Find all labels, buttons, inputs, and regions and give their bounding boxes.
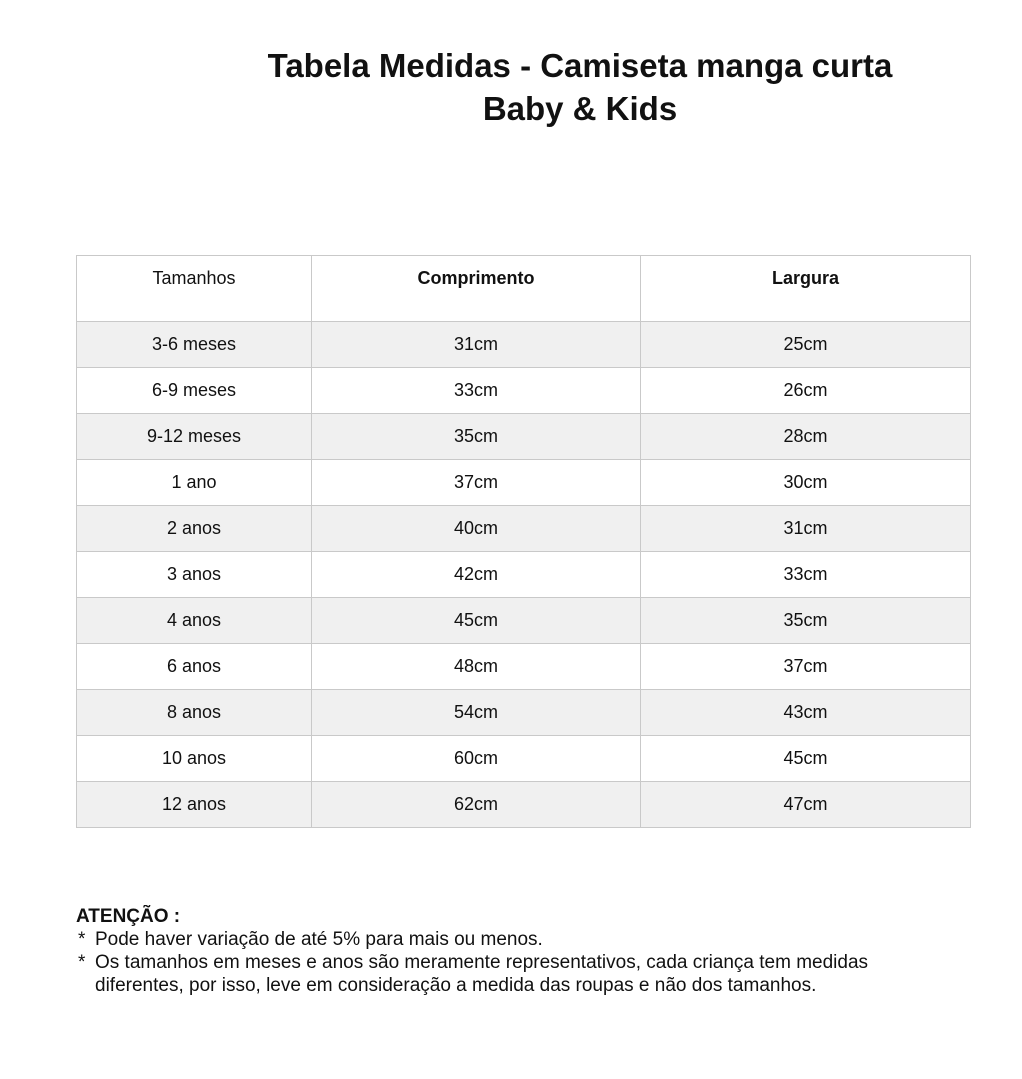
cell-length: 54cm — [312, 690, 641, 736]
table-row — [77, 552, 971, 598]
cell-length: 62cm — [312, 782, 641, 828]
table-header-row — [77, 256, 971, 322]
header-tamanhos: Tamanhos — [77, 256, 312, 322]
note-text: Os tamanhos em meses e anos são meramente representativos, cada criança tem medidas — [95, 952, 869, 973]
attention-notes — [76, 905, 1022, 997]
table-row — [77, 322, 971, 368]
table-row — [77, 598, 971, 644]
note-item — [76, 951, 1022, 974]
cell-size: 8 anos — [77, 690, 312, 736]
cell-width: 35cm — [641, 598, 971, 644]
cell-length: 40cm — [312, 506, 641, 552]
header-largura: Largura — [641, 256, 971, 322]
cell-length: 33cm — [312, 368, 641, 414]
cell-size: 4 anos — [77, 598, 312, 644]
cell-length: 42cm — [312, 552, 641, 598]
table-row — [77, 690, 971, 736]
cell-length: 35cm — [312, 414, 641, 460]
cell-size: 1 ano — [77, 460, 312, 506]
table-row — [77, 782, 971, 828]
note-text: diferentes, por isso, leve em consideração a medida das roupas e não dos tamanhos. — [95, 975, 817, 996]
table-row — [77, 506, 971, 552]
header-comprimento: Comprimento — [312, 256, 641, 322]
note-item — [76, 928, 1022, 951]
cell-size: 3-6 meses — [77, 322, 312, 368]
note-text: Pode haver variação de até 5% para mais ou menos. — [95, 929, 543, 950]
table-row — [77, 644, 971, 690]
title-line-1: Tabela Medidas - Camiseta manga curta — [267, 47, 893, 84]
table-row — [77, 736, 971, 782]
cell-width: 47cm — [641, 782, 971, 828]
cell-width: 45cm — [641, 736, 971, 782]
table-row — [77, 368, 971, 414]
cell-size: 10 anos — [77, 736, 312, 782]
cell-size: 12 anos — [77, 782, 312, 828]
cell-length: 45cm — [312, 598, 641, 644]
cell-width: 33cm — [641, 552, 971, 598]
cell-length: 60cm — [312, 736, 641, 782]
cell-width: 28cm — [641, 414, 971, 460]
cell-width: 26cm — [641, 368, 971, 414]
cell-length: 37cm — [312, 460, 641, 506]
attention-heading: ATENÇÃO : — [76, 906, 181, 927]
cell-size: 6-9 meses — [77, 368, 312, 414]
cell-size: 9-12 meses — [77, 414, 312, 460]
cell-width: 37cm — [641, 644, 971, 690]
table-row — [77, 414, 971, 460]
size-table — [76, 255, 971, 828]
cell-width: 43cm — [641, 690, 971, 736]
asterisk-bullet: * — [78, 929, 86, 950]
cell-size: 2 anos — [77, 506, 312, 552]
table-row — [77, 460, 971, 506]
cell-size: 6 anos — [77, 644, 312, 690]
cell-width: 31cm — [641, 506, 971, 552]
note-item-continuation — [76, 974, 1022, 997]
page-title — [0, 44, 1022, 130]
asterisk-bullet: * — [78, 952, 86, 973]
title-line-2: Baby & Kids — [482, 90, 678, 127]
cell-length: 31cm — [312, 322, 641, 368]
cell-length: 48cm — [312, 644, 641, 690]
cell-width: 30cm — [641, 460, 971, 506]
cell-size: 3 anos — [77, 552, 312, 598]
cell-width: 25cm — [641, 322, 971, 368]
